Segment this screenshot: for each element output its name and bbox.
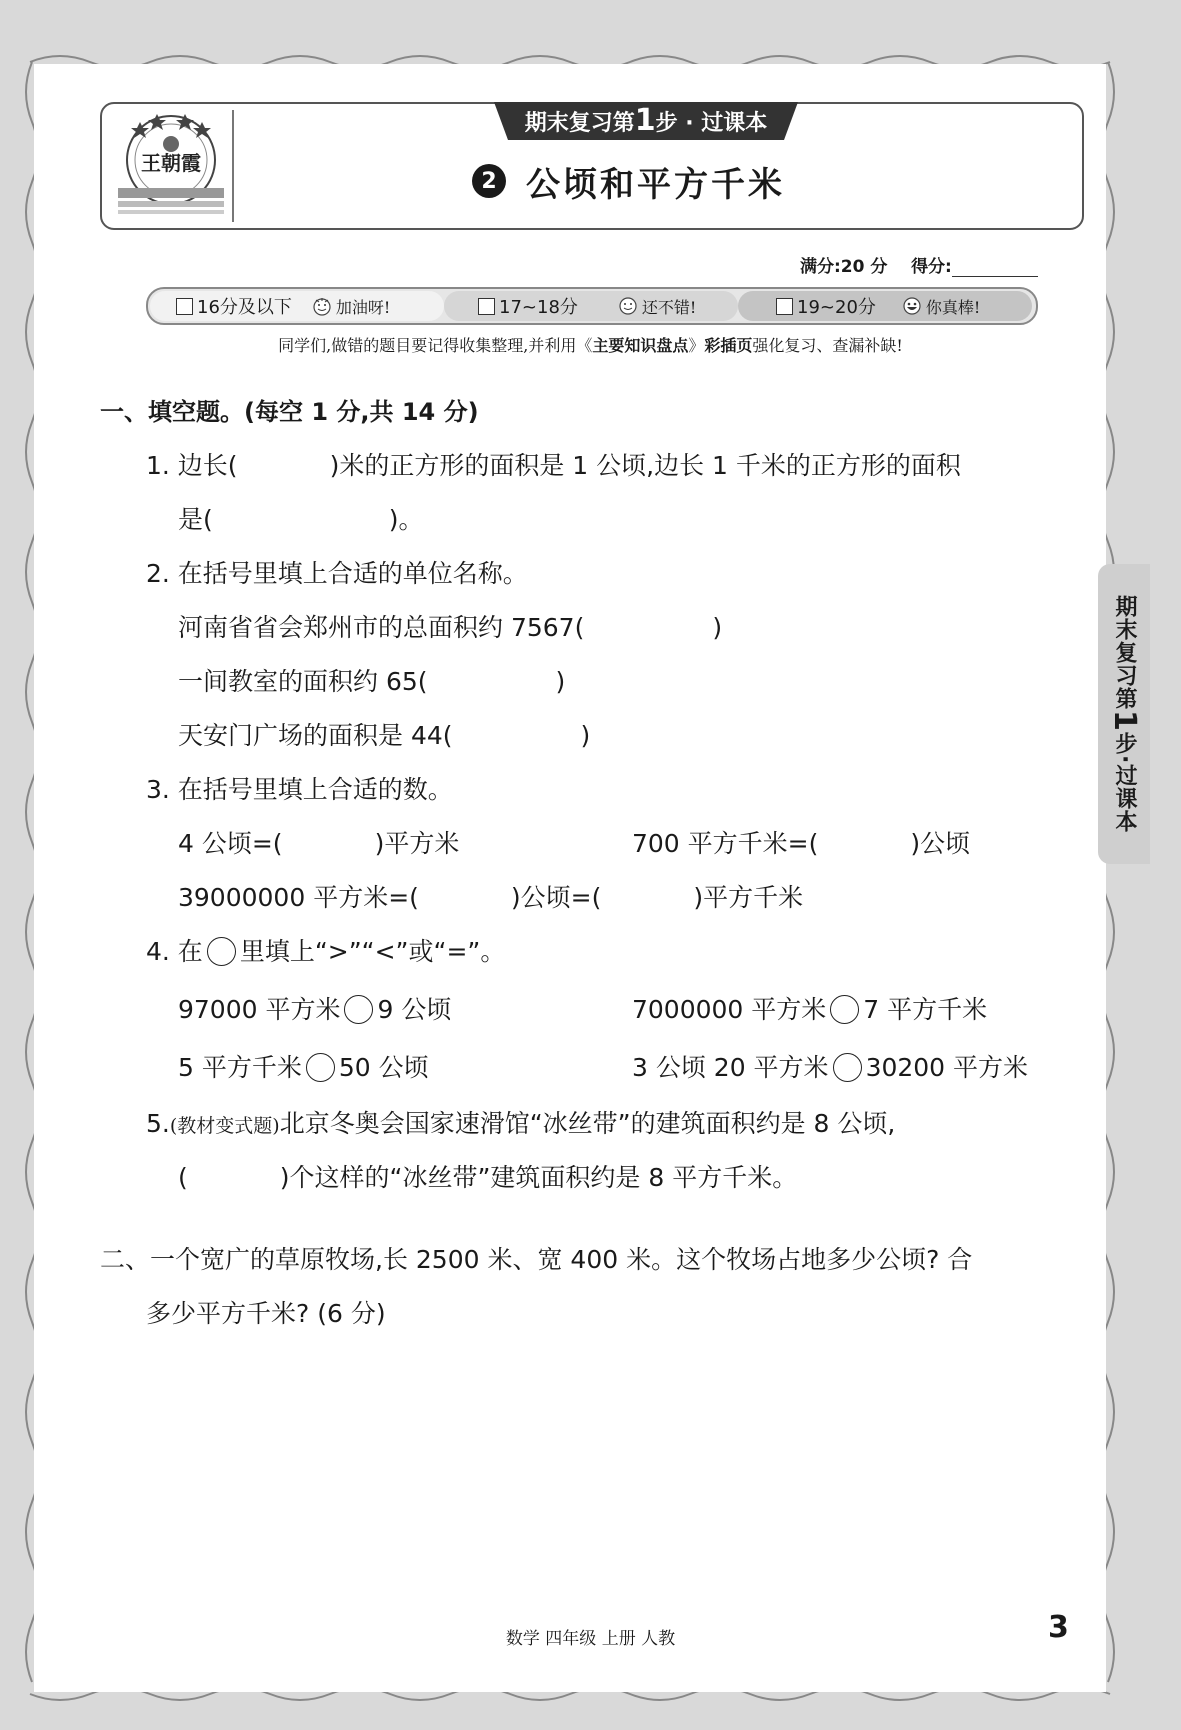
cheer-face-icon [312, 296, 332, 316]
notice-bold-1: 主要知识盘点 [592, 336, 689, 355]
rating-msg-mid: 还不错! [641, 297, 697, 317]
notice-before: 同学们,做错的题目要记得收集整理,并利用《 [278, 336, 593, 355]
q2-l1-close: ) [712, 613, 723, 642]
lesson-title: 公顷和平方千米 [526, 164, 785, 205]
rating-item-high [776, 289, 980, 323]
side-tab-label [1098, 578, 1150, 850]
side-tab-a: 期末复习第 [1112, 594, 1137, 710]
q5-line1 [146, 1104, 895, 1140]
q3-l1-b: )平方米 [374, 829, 460, 858]
q3-line2 [178, 878, 803, 914]
rating-checkbox-low[interactable] [176, 298, 193, 315]
q2-l2-close: ) [555, 667, 566, 696]
tab-suffix: 步 · 过课本 [655, 111, 768, 136]
page-number: 3 [1048, 1610, 1069, 1645]
compare-circle-icon [207, 937, 236, 966]
score-line [800, 252, 1038, 277]
q1-line1 [146, 446, 961, 482]
q4-text-a: 4. 在 [146, 937, 203, 966]
rating-item-low [176, 289, 390, 323]
side-tab [1098, 564, 1150, 864]
footer-text: 数学 四年级 上册 人教 [505, 1629, 676, 1649]
q2-l3-text: 天安门广场的面积是 44( [178, 721, 453, 750]
side-tab-c: 步·过课本 [1112, 731, 1137, 834]
q2-line3 [178, 716, 590, 752]
q4-line2-left [178, 1048, 429, 1084]
q3-l1-a: 4 公顷=( [178, 829, 283, 858]
svg-text:王朝霞: 王朝霞 [141, 151, 201, 175]
section-2-line2: 多少平方千米? (6 分) [146, 1299, 386, 1328]
q4-l2-d: 30200 平方米 [865, 1053, 1029, 1082]
compare-circle-1[interactable] [344, 995, 373, 1024]
q1-text-a: 1. 边长( [146, 451, 238, 480]
answer-area[interactable] [100, 1340, 1080, 1600]
q5-text-a: 北京冬奥会国家速滑馆“冰丝带”的建筑面积约是 8 公顷, [279, 1109, 896, 1138]
q4-text-b: 里填上“>”“<”或“=”。 [239, 937, 506, 966]
lesson-title-row [472, 156, 785, 206]
happy-face-icon [902, 296, 922, 316]
notice-after: 强化复习、查漏补缺! [752, 336, 903, 355]
q3-line1-left [178, 824, 459, 860]
q5-line2 [178, 1158, 797, 1194]
q4-l1-d: 7 平方千米 [863, 995, 988, 1024]
compare-circle-2[interactable] [830, 995, 859, 1024]
q2-stem: 2. 在括号里填上合适的单位名称。 [146, 559, 528, 588]
side-tab-b: 1 [1107, 709, 1142, 732]
q4-l2-a: 5 平方千米 [178, 1053, 302, 1082]
q5-number: 5. [146, 1109, 170, 1138]
q2-l3-close: ) [580, 721, 591, 750]
rating-msg-low: 加油呀! [335, 297, 391, 317]
q2-line2 [178, 662, 565, 698]
rating-range-high: 19~20分 [797, 297, 876, 318]
q3-line1-right [632, 824, 970, 860]
notice-text [0, 333, 1181, 356]
q3-l1-c: 700 平方千米=( [632, 829, 819, 858]
q3-l2-c: )平方千米 [693, 883, 804, 912]
logo-divider [232, 110, 234, 222]
q5-text-b: ( [178, 1163, 188, 1192]
tab-step: 1 [634, 103, 656, 138]
header-tab-label [494, 102, 798, 140]
q1-text-b: )米的正方形的面积是 1 公顷,边长 1 千米的正方形的面积 [329, 451, 961, 480]
smile-face-icon [618, 296, 638, 316]
q3-l2-a: 39000000 平方米=( [178, 883, 419, 912]
rating-msg-high: 你真棒! [925, 297, 981, 317]
header-box [100, 102, 1084, 230]
q4-line1-right [632, 990, 987, 1026]
score-blank[interactable] [952, 258, 1038, 277]
got-score-label: 得分: [911, 257, 952, 277]
q4-l1-a: 97000 平方米 [178, 995, 341, 1024]
q3-stem: 3. 在括号里填上合适的数。 [146, 775, 453, 804]
q1-text-c: 是( [178, 505, 213, 534]
q4-l2-b: 50 公顷 [338, 1053, 429, 1082]
notice-bold-2: 彩插页 [704, 336, 753, 355]
q4-l2-c: 3 公顷 20 平方米 [632, 1053, 829, 1082]
q4-line1-left [178, 990, 451, 1026]
q4-line2-right [632, 1048, 1028, 1084]
q3-l1-d: )公顷 [910, 829, 971, 858]
q2-l1-text: 河南省省会郑州市的总面积约 7567( [178, 613, 585, 642]
q4-l1-c: 7000000 平方米 [632, 995, 827, 1024]
rating-range-low: 16分及以下 [197, 297, 292, 318]
brand-logo [110, 108, 232, 222]
q5-text-c: )个这样的“冰丝带”建筑面积约是 8 平方千米。 [279, 1163, 798, 1192]
q4-l1-b: 9 公顷 [377, 995, 452, 1024]
notice-mid: 》 [688, 336, 705, 355]
q2-l2-text: 一间教室的面积约 65( [178, 667, 428, 696]
rating-checkbox-mid[interactable] [478, 298, 495, 315]
header-tab [494, 102, 798, 140]
compare-circle-4[interactable] [833, 1053, 862, 1082]
q4-stem [146, 932, 505, 968]
rating-range-mid: 17~18分 [499, 297, 578, 318]
rating-item-mid [478, 289, 696, 323]
full-score-label: 满分:20 分 [800, 257, 888, 277]
q3-l2-b: )公顷=( [510, 883, 602, 912]
self-rating-bar [146, 287, 1038, 325]
q1-line2 [178, 500, 424, 536]
section-1-title: 一、填空题。(每空 1 分,共 14 分) [100, 398, 479, 426]
rating-checkbox-high[interactable] [776, 298, 793, 315]
lesson-number-badge: 2 [472, 164, 506, 198]
q5-tag: (教材变式题) [169, 1115, 280, 1137]
q1-text-d: )。 [388, 505, 424, 534]
compare-circle-3[interactable] [306, 1053, 335, 1082]
q2-line1 [178, 608, 722, 644]
section-2-line1: 二、一个宽广的草原牧场,长 2500 米、宽 400 米。这个牧场占地多少公顷? 合 [100, 1245, 973, 1274]
tab-prefix: 期末复习第 [524, 111, 635, 136]
